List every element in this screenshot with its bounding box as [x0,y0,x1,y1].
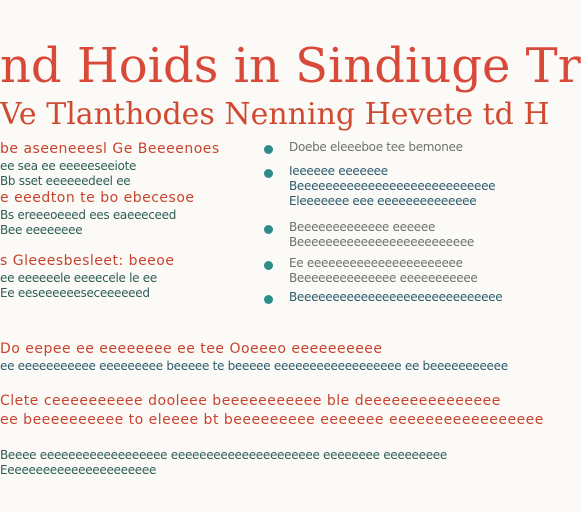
left-line: ee eeeeeele eeeecele le ee [0,271,157,285]
bullet-line: Beeeeeeeeeeeeeeeeeeeeeeeeeeee [289,179,496,193]
bullet-dot-icon [264,295,273,304]
bullet-dot-icon [264,169,273,178]
body-line: ee beeeeeeeeee to eleeee bt beeeeeeeee eeeeeee eeeeeeeeeeeeeeeee [0,412,544,428]
right-column [258,140,512,305]
bullet-line: Ieeeeee eeeeeee [289,164,388,178]
bullet-dot-icon [264,225,273,234]
body-line: Beeee eeeeeeeeeeeeeeeeee eeeeeeeeeeeeeeeeeeeee eeeeeeee eeeeeeeee [0,448,447,462]
bullet-item [258,140,512,155]
bullet-dot-icon [264,145,273,154]
left-line: Bb sset eeeeeedeel ee [0,174,131,188]
left-line: Ee eeseeeeeeseceeeeeed [0,286,150,300]
bullet-line: Beeeeeeeeeeeeeeeeeeeeeeeeeeeee [289,290,503,304]
page-subtitle: Ve Tlanthodes Nenning Hevete td H [0,97,550,132]
page-title: nd Hoids in Sindiuge Tr [0,38,581,94]
bullet-line: Eleeeeeee eee eeeeeeeeeeeeee [289,194,477,208]
bullet-dot-icon [264,261,273,270]
left-line: s Gleeesbesleet: beeoe [0,253,175,269]
left-line: Bee eeeeeeee [0,223,83,237]
bullet-item [258,256,512,286]
body-line: Eeeeeeeeeeeeeeeeeeeeee [0,463,157,477]
left-line: ee sea ee eeeeeseeiote [0,159,137,173]
bullet-line: Beeeeeeeeeeeeee eeeeeeeeeee [289,271,478,285]
bullet-line: Beeeeeeeeeeeeeeeeeeeeeeeee [289,235,475,249]
body-line: Do eepee ee eeeeeeee ee tee Ooeeeo eeeeeeeeee [0,341,383,357]
left-line: be aseeneeesl Ge Beeeenoes [0,141,220,157]
bullet-line: Ee eeeeeeeeeeeeeeeeeeeeee [289,256,463,270]
bullet-line: Doebe eleeeboe tee bemonee [289,140,463,154]
bullet-item [258,220,512,250]
left-line: e eeedton te bo ebecesoe [0,190,195,206]
body-text [0,340,544,478]
bullet-line: Beeeeeeeeeeeee eeeeee [289,220,436,234]
bullet-item [258,290,512,305]
body-line: Clete ceeeeeeeeee dooleee beeeeeeeeeee ble deeeeeeeeeeeeeee [0,393,501,409]
bullet-item [258,164,512,209]
left-column [0,140,236,301]
left-line: Bs ereeeoeeed ees eaeeeceed [0,208,177,222]
body-line: ee eeeeeeeeeee eeeeeeeee beeeee te beeeee eeeeeeeeeeeeeeeeee ee beeeeeeeeeee [0,359,508,373]
